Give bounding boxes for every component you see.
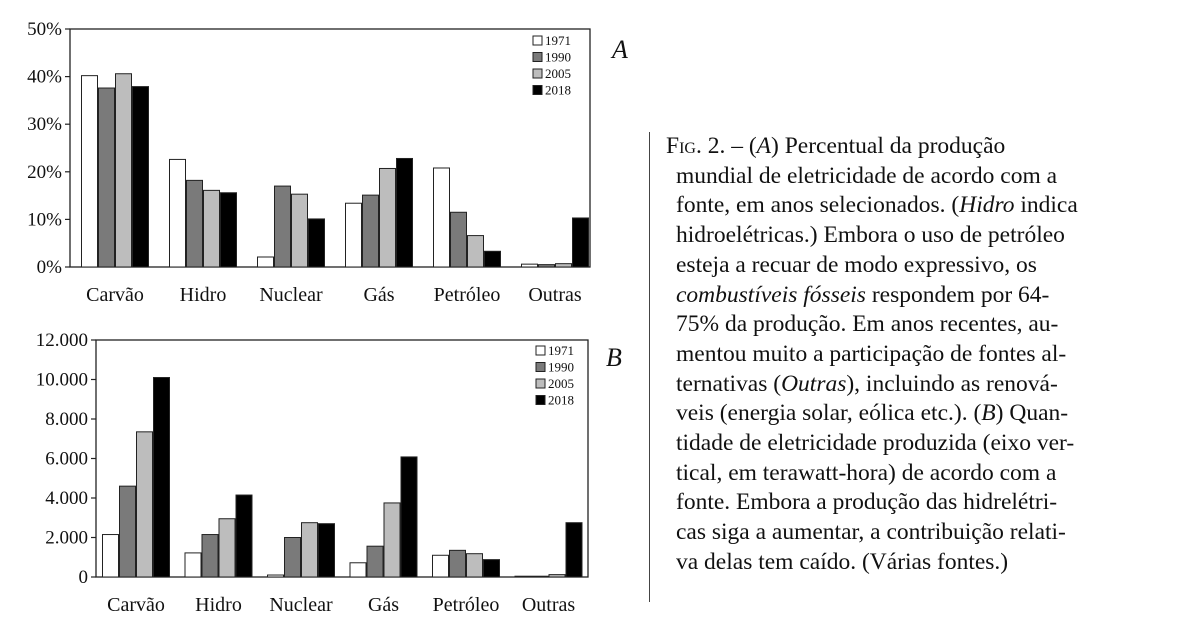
x-category-label: Hidro: [195, 594, 242, 616]
legend-swatch: [533, 53, 542, 62]
caption-line: [666, 281, 1181, 311]
bar-Gás-1971: [346, 203, 362, 267]
caption-text: respondem por 64-: [865, 281, 1050, 308]
caption-text: fonte. Embora a produção das hidrelétri-: [676, 489, 1058, 516]
legend-label: 2005: [548, 376, 574, 391]
y-tick-label: 2.000: [45, 527, 88, 549]
legend: [536, 343, 574, 408]
bar-Nuclear-2018: [319, 524, 335, 577]
caption-text: ), incluindo as renová-: [846, 370, 1058, 397]
legend-label: 1971: [548, 343, 574, 358]
legend-label: 1990: [545, 49, 571, 65]
bar-Hidro-2018: [236, 495, 252, 577]
caption-line: [666, 251, 1181, 281]
bar-Petróleo-2018: [485, 251, 501, 267]
bar-Outras-1990: [539, 265, 555, 267]
caption-line: [666, 191, 1181, 221]
x-category-label: Petróleo: [432, 594, 500, 616]
caption-text: fonte, em anos selecionados. (: [676, 192, 960, 219]
bar-Nuclear-1990: [285, 538, 301, 578]
bar-Carvão-2018: [154, 378, 170, 577]
x-category-label: Hidro: [179, 284, 227, 306]
legend-label: 2018: [545, 82, 571, 98]
bar-Outras-2018: [566, 523, 582, 577]
bar-Gás-2005: [384, 503, 400, 577]
caption-text: va delas tem caído. (Várias fontes.): [676, 548, 1009, 575]
y-tick-label: 50%: [27, 19, 62, 40]
bar-Petróleo-2018: [484, 560, 500, 577]
bar-Petróleo-1971: [434, 168, 450, 267]
bar-Petróleo-2005: [468, 236, 484, 267]
caption-text: cas siga a aumentar, a contribuição relati-: [676, 519, 1066, 546]
legend-label: 1971: [545, 33, 571, 48]
bar-Carvão-1971: [103, 535, 119, 577]
caption-text: ternativas (: [676, 370, 782, 397]
bar-Outras-2005: [556, 264, 572, 267]
caption-line: [666, 459, 1181, 489]
y-tick-label: 40%: [27, 66, 62, 88]
caption-text: indica: [1014, 192, 1078, 219]
caption-text: Hidro: [959, 192, 1015, 219]
bar-Gás-2018: [397, 158, 413, 267]
bar-Petróleo-1990: [450, 550, 466, 577]
bar-Hidro-2005: [219, 519, 235, 577]
x-category-label: Carvão: [86, 284, 144, 306]
bar-Hidro-1971: [170, 159, 186, 267]
legend-label: 1990: [548, 359, 574, 375]
y-tick-label: 12.000: [35, 330, 88, 351]
bar-Nuclear-2018: [309, 219, 325, 267]
x-category-label: Outras: [528, 284, 582, 306]
figure-caption: [649, 132, 1181, 602]
caption-text: mentou muito a participação de fontes al-: [676, 340, 1067, 367]
x-category-label: Gás: [367, 594, 400, 616]
bar-Outras-2005: [549, 575, 565, 577]
bar-Outras-2018: [573, 218, 589, 267]
y-tick-label: 20%: [27, 161, 62, 183]
y-tick-label: 6.000: [45, 448, 88, 470]
panel-label: B: [606, 343, 622, 372]
legend-swatch: [533, 69, 542, 78]
caption-line: [666, 429, 1181, 459]
bar-Gás-2018: [401, 457, 417, 577]
y-tick-label: 0: [78, 567, 88, 588]
legend-swatch: [533, 86, 542, 95]
bar-Petróleo-2005: [467, 554, 483, 577]
bar-Gás-1971: [350, 563, 366, 577]
caption-text: 75% da produção. Em anos recentes, au-: [676, 311, 1059, 338]
legend-swatch: [536, 396, 545, 405]
bar-Outras-1971: [522, 264, 538, 267]
bar-Gás-1990: [363, 195, 379, 267]
bar-Hidro-1971: [185, 553, 201, 577]
caption-line: [666, 340, 1181, 370]
y-tick-label: 8.000: [45, 409, 88, 430]
caption-line: [666, 548, 1181, 578]
bar-Nuclear-1971: [268, 575, 284, 577]
caption-line: [666, 132, 1181, 162]
caption-text: hidroelétricas.) Embora o uso de petróleo: [676, 222, 1065, 249]
y-tick-label: 4.000: [45, 488, 88, 509]
legend-swatch: [536, 346, 545, 355]
chart-B: [36, 330, 622, 616]
caption-line: [666, 399, 1181, 429]
y-tick-label: 10.000: [35, 369, 88, 391]
caption-line: [666, 370, 1181, 400]
bar-Nuclear-1990: [275, 186, 291, 267]
y-tick-label: 30%: [27, 114, 62, 136]
legend-swatch: [536, 363, 545, 372]
x-category-label: Gás: [363, 284, 395, 306]
bar-Outras-1990: [532, 576, 548, 577]
caption-text: mundial de eletricidade de acordo com a: [676, 162, 1058, 189]
bar-Carvão-2018: [133, 87, 149, 267]
caption-text: veis (energia solar, eólica etc.). (: [676, 400, 982, 427]
caption-line: [666, 310, 1181, 340]
caption-text: ) Percentual da produção: [771, 133, 1006, 159]
bar-Carvão-1990: [120, 486, 136, 577]
caption-text: Outras: [781, 370, 847, 397]
legend-label: 2018: [548, 392, 574, 408]
x-category-label: Nuclear: [269, 594, 333, 616]
bar-Hidro-1990: [202, 535, 218, 577]
x-category-label: Outras: [521, 594, 576, 616]
bar-Nuclear-2005: [302, 523, 318, 577]
bar-Hidro-2005: [204, 190, 220, 267]
bar-Petróleo-1990: [451, 212, 467, 267]
caption-line: [666, 162, 1181, 192]
bar-Hidro-1990: [187, 180, 203, 267]
caption-text: . 2. – (: [695, 133, 757, 159]
caption-text: esteja a recuar de modo expressivo, os: [676, 251, 1037, 278]
x-category-label: Carvão: [107, 594, 165, 616]
caption-line: [666, 488, 1181, 518]
legend-swatch: [536, 379, 545, 388]
bar-Nuclear-2005: [292, 194, 308, 267]
legend: [533, 33, 571, 98]
bar-Carvão-2005: [137, 432, 153, 577]
x-category-label: Petróleo: [433, 284, 501, 306]
bar-Carvão-1971: [82, 76, 98, 267]
caption-text: ) Quan-: [995, 400, 1069, 427]
legend-swatch: [533, 36, 542, 45]
legend-label: 2005: [545, 66, 571, 81]
y-tick-label: 0%: [36, 257, 62, 278]
caption-text: combustíveis fósseis: [676, 281, 866, 308]
y-tick-label: 10%: [27, 209, 62, 231]
bar-Petróleo-1971: [433, 555, 449, 577]
x-category-label: Nuclear: [259, 284, 323, 306]
caption-line: [666, 518, 1181, 548]
caption-text: B: [981, 400, 996, 427]
caption-text: Fig: [666, 133, 696, 159]
bar-Gás-2005: [380, 168, 396, 267]
bar-Outras-1971: [515, 576, 531, 577]
caption-text: tidade de eletricidade produzida (eixo ver-: [676, 430, 1075, 457]
caption-line: [666, 221, 1181, 251]
caption-text: A: [756, 133, 772, 159]
bar-Hidro-2018: [221, 193, 237, 267]
caption-text: tical, em terawatt-hora) de acordo com a: [676, 459, 1057, 486]
bar-Carvão-1990: [99, 88, 115, 267]
bar-Nuclear-1971: [258, 257, 274, 267]
bar-Gás-1990: [367, 546, 383, 577]
chart-A: [27, 19, 628, 306]
bar-Carvão-2005: [116, 74, 132, 267]
panel-label: A: [612, 35, 628, 64]
